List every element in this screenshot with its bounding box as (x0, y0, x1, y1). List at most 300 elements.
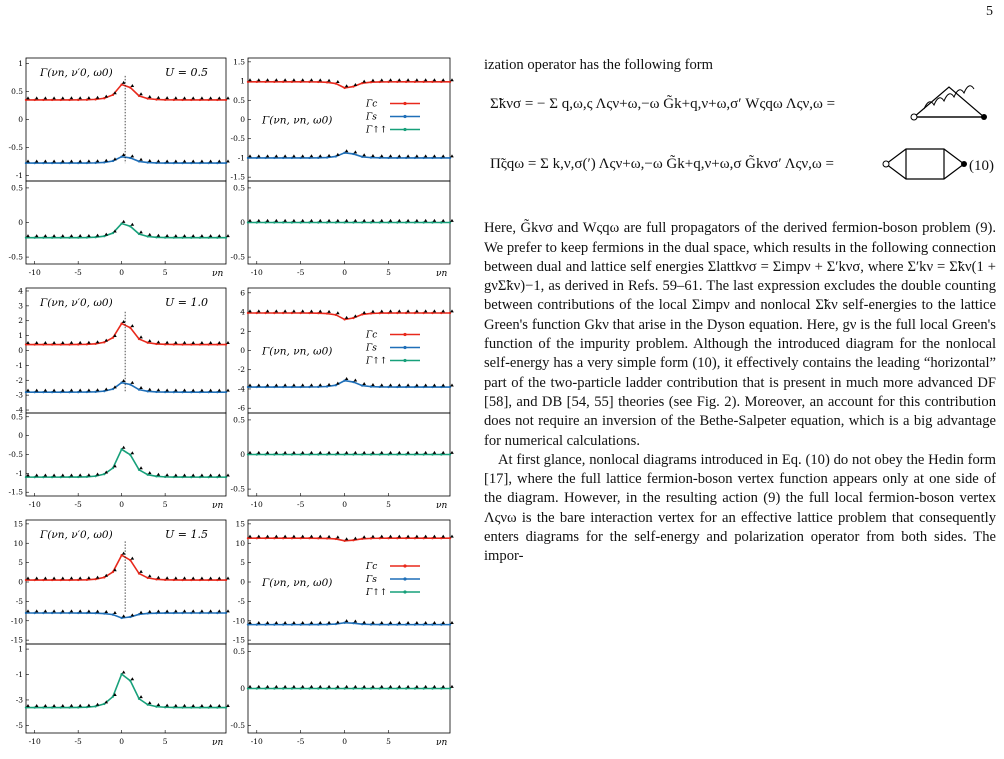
eq1-rhs: Λςν+ω,−ω G̃k+q,ν+ω,σ′ Wςqω Λςν,ω = (595, 96, 836, 113)
gamma-uu-diag-ref-marker (283, 219, 287, 222)
gamma-uu-ref-marker (87, 473, 91, 476)
gamma-uu-ref-marker (61, 704, 65, 707)
gamma-s-ref-marker (165, 159, 169, 162)
x-tick-label: 0 (119, 268, 125, 277)
x-tick-label: -5 (297, 268, 305, 277)
gamma-uu-diag-ref-marker (362, 685, 366, 688)
gamma-s-diag-ref-marker (310, 154, 314, 157)
gamma-c-ref-marker (226, 96, 230, 99)
gamma-uu-ref-marker (96, 703, 100, 706)
gamma-uu-diag-ref-marker (354, 451, 358, 454)
gamma-s-ref-marker (70, 389, 74, 392)
y-tick-label: -3 (15, 695, 23, 705)
gamma-s-ref-marker (139, 158, 143, 161)
gamma-c-diag-ref-marker (292, 535, 296, 538)
gamma-c-diag-ref-marker (415, 78, 419, 81)
gamma-s-ref-marker (44, 609, 48, 612)
gamma-c-diag-ref-marker (433, 309, 437, 312)
gamma-c-diag-ref-marker (398, 309, 402, 312)
gamma-c-ref-marker (96, 340, 100, 343)
y-tick-label: -1.5 (230, 172, 245, 182)
gamma-s-ref-marker (104, 388, 108, 391)
gamma-c-ref-marker (26, 96, 30, 99)
legend-label-uu: Γ↑↑ (366, 588, 388, 598)
gamma-c-ref-marker (157, 340, 161, 343)
gamma-s-diag-ref-marker (266, 621, 270, 624)
gamma-c-ref-marker (200, 96, 204, 99)
gamma-uu-line (26, 674, 226, 707)
paragraph-1: Here, G̃kνσ and Wςqω are full propagators of the derived fermion-boson problem (9). We prefer to keep fermions in the dual space, which results in the following connection between dual and lattice self energies Σlattkνσ = Σimpν + Σ′kνσ, where Σ′kν = Σ̃kν(1 + gνΣ̃kν)−1, as derived in Refs. 59–61. The last expression excludes the double counting between contributions of the local Σimpν and nonlocal Σ̃kν self-energies to the lattice Green's function Gkν that arise in the Dyson equation. Here, gν is the full local Green's function of the impurity problem. Although the introduced diagram for the nonlocal self-energy has a very simple form (10), it effectively contains the leading “horizontal” part of the two-particle ladder contribution that is present in much more advanced DF [58], and DB [54, 55] theories (see Fig. 2). Moreover, an account for this contribution does not require an inversion of the Bethe-Salpeter equation, which is a big advantage for numerical calculations. (484, 220, 996, 449)
gamma-uu-diag-ref-marker (275, 685, 279, 688)
gamma-s-ref-marker (226, 389, 230, 392)
gamma-s-diag-ref-marker (327, 383, 331, 386)
x-tick-label: -5 (297, 737, 305, 746)
gamma-c-diag-ref-marker (433, 535, 437, 538)
gamma-c-diag-ref-marker (327, 79, 331, 82)
x-tick-label: 5 (386, 268, 391, 277)
gamma-c-diag-ref-marker (371, 310, 375, 313)
y-tick-label: 0.5 (233, 95, 245, 105)
gamma-s-ref-marker (87, 609, 91, 612)
gamma-s-ref-marker (104, 159, 108, 162)
y-tick-label: 15 (235, 519, 245, 529)
gamma-c-line (26, 324, 226, 345)
gamma-uu-diag-ref-marker (318, 451, 322, 454)
gamma-c-ref-marker (35, 96, 39, 99)
legend-marker-uu (403, 128, 406, 131)
gamma-s-diag-ref-marker (424, 154, 428, 157)
x-tick-label: 5 (162, 500, 168, 509)
gamma-s-diag-ref-marker (301, 383, 305, 386)
y-tick-label: 0 (240, 450, 245, 459)
gamma-c-diag-ref-marker (450, 78, 454, 81)
gamma-c-ref-marker (61, 341, 65, 344)
gamma-c-diag-line (248, 313, 450, 319)
gamma-uu-diag-ref-marker (292, 219, 296, 222)
gamma-c-ref-marker (218, 96, 222, 99)
gamma-uu-diag-ref-marker (257, 219, 261, 222)
gamma-c-ref-marker (61, 96, 65, 99)
panel-label-left: Γ(νn, ν′0, ω0) (40, 67, 113, 79)
gamma-s-ref-marker (148, 159, 152, 162)
y-tick-label: 2 (18, 316, 23, 326)
gamma-c-ref-marker (131, 557, 135, 560)
gamma-c-diag-ref-marker (266, 78, 270, 81)
gamma-s-diag-ref-marker (433, 383, 437, 386)
gamma-uu-diag-ref-marker (398, 451, 402, 454)
gamma-s-diag-ref-marker (292, 621, 296, 624)
gamma-uu-diag-ref-marker (450, 685, 454, 688)
gamma-s-ref-marker (52, 160, 56, 163)
gamma-uu-diag-ref-marker (257, 685, 261, 688)
x-axis-label: νn (436, 269, 448, 279)
y-tick-label: 5 (18, 558, 23, 568)
gamma-c-ref-marker (131, 324, 135, 327)
y-tick-label: -15 (10, 635, 23, 645)
gamma-s-ref-marker (61, 160, 65, 163)
y-tick-label: 3 (18, 301, 23, 311)
gamma-c-diag-ref-marker (450, 535, 454, 538)
gamma-uu-diag-ref-marker (292, 685, 296, 688)
y-tick-label: -1 (237, 153, 245, 163)
gamma-c-diag-ref-marker (450, 309, 454, 312)
gamma-uu-diag-ref-marker (450, 219, 454, 222)
gamma-s-diag-ref-marker (389, 154, 393, 157)
gamma-uu-ref-marker (139, 230, 143, 233)
y-tick-label: 0.5 (233, 415, 245, 425)
gamma-uu-diag-ref-marker (362, 219, 366, 222)
gamma-s-ref-marker (26, 389, 30, 392)
gamma-uu-ref-marker (200, 704, 204, 707)
gamma-c-ref-marker (70, 341, 74, 344)
gamma-c-diag-ref-marker (266, 309, 270, 312)
gamma-uu-ref-marker (165, 473, 169, 476)
y-tick-label: 0 (240, 577, 245, 587)
gamma-uu-ref-marker (52, 704, 56, 707)
gamma-c-diag-ref-marker (301, 78, 305, 81)
y-tick-label: 1 (18, 331, 23, 341)
gamma-c-ref-marker (52, 96, 56, 99)
gamma-uu-ref-marker (183, 234, 187, 237)
gamma-uu-diag-ref-marker (301, 451, 305, 454)
gamma-s-diag-ref-marker (301, 154, 305, 157)
gamma-c-ref-marker (96, 96, 100, 99)
gamma-s-ref-marker (44, 389, 48, 392)
gamma-s-ref-marker (96, 388, 100, 391)
x-tick-label: -10 (250, 500, 263, 509)
gamma-uu-diag-ref-marker (336, 685, 340, 688)
eq1-sum: Σ q,ω,ς (549, 96, 593, 113)
gamma-s-diag-ref-marker (433, 621, 437, 624)
gamma-c-diag-ref-marker (362, 535, 366, 538)
gamma-uu-ref-marker (226, 474, 230, 477)
eq2-rhs: Λςν+ω,−ω G̃k+q,ν+ω,σ G̃kνσ′ Λςν,ω = (598, 156, 835, 173)
gamma-s-line (26, 157, 226, 163)
gamma-uu-ref-marker (61, 234, 65, 237)
y-tick-label: 5 (240, 558, 245, 568)
gamma-s-diag-ref-marker (318, 621, 322, 624)
y-tick-label: 0 (240, 115, 245, 124)
gamma-s-diag-ref-marker (266, 154, 270, 157)
gamma-s-diag-ref-marker (424, 383, 428, 386)
y-tick-label: -1 (15, 468, 23, 478)
gamma-s-diag-ref-marker (450, 383, 454, 386)
panel-label-left: Γ(νn, ν′0, ω0) (40, 297, 113, 309)
gamma-s-diag-ref-marker (362, 153, 366, 156)
gamma-uu-ref-marker (218, 474, 222, 477)
gamma-uu-diag-ref-marker (345, 685, 349, 688)
gamma-s-diag-ref-marker (345, 377, 349, 380)
gamma-uu-ref-marker (139, 695, 143, 698)
gamma-uu-diag-ref-marker (441, 451, 445, 454)
gamma-s-ref-marker (104, 610, 108, 613)
gamma-uu-ref-marker (209, 234, 213, 237)
gamma-s-diag-ref-marker (345, 149, 349, 152)
gamma-s-diag-ref-marker (310, 383, 314, 386)
legend-marker-s (403, 577, 406, 580)
y-tick-label: -5 (15, 720, 23, 730)
legend-marker-c (403, 102, 406, 105)
x-axis-label: νn (212, 269, 224, 279)
gamma-c-ref-marker (165, 341, 169, 344)
legend-label-uu: Γ↑↑ (366, 356, 388, 367)
legend-marker-c (403, 333, 406, 336)
gamma-s-diag-ref-marker (248, 621, 252, 624)
gamma-c-ref-marker (35, 341, 39, 344)
legend-marker-uu (403, 590, 406, 593)
gamma-c-diag-ref-marker (283, 535, 287, 538)
gamma-c-diag-ref-marker (380, 535, 384, 538)
x-tick-label: 0 (342, 268, 347, 277)
gamma-s-ref-marker (35, 609, 39, 612)
gamma-s-diag-ref-marker (266, 383, 270, 386)
gamma-c-ref-marker (200, 341, 204, 344)
gamma-c-ref-marker (191, 96, 195, 99)
gamma-uu-diag-ref-marker (345, 219, 349, 222)
x-axis-label: νn (436, 738, 448, 748)
gamma-s-diag-ref-marker (257, 154, 261, 157)
gamma-c-ref-marker (139, 335, 143, 338)
gamma-s-diag-ref-marker (257, 383, 261, 386)
gamma-s-diag-ref-marker (257, 621, 261, 624)
gamma-uu-ref-marker (26, 234, 30, 237)
gamma-c-ref-marker (52, 576, 56, 579)
gamma-uu-diag-ref-marker (371, 685, 375, 688)
gamma-s-diag-ref-marker (301, 621, 305, 624)
gamma-c-diag-ref-marker (318, 535, 322, 538)
gamma-uu-ref-marker (52, 474, 56, 477)
gamma-uu-ref-marker (70, 704, 74, 707)
gamma-c-diag-ref-marker (424, 78, 428, 81)
y-tick-label: 1 (240, 76, 245, 86)
gamma-uu-diag-ref-marker (310, 685, 314, 688)
equation-polarization (490, 155, 834, 174)
y-tick-label: 0.5 (233, 646, 245, 656)
gamma-c-ref-marker (218, 341, 222, 344)
gamma-s-ref-marker (183, 609, 187, 612)
y-tick-label: -1 (15, 170, 23, 180)
gamma-uu-diag-ref-marker (371, 219, 375, 222)
y-tick-label: -4 (15, 405, 23, 415)
gamma-s-diag-ref-marker (362, 382, 366, 385)
gamma-c-diag-ref-marker (424, 535, 428, 538)
gamma-s-diag-ref-marker (362, 621, 366, 624)
panel-frame-bottom (26, 181, 226, 264)
gamma-s-diag-ref-marker (371, 154, 375, 157)
page-number: 5 (986, 4, 993, 19)
gamma-s-diag-ref-marker (433, 154, 437, 157)
gamma-s-diag-ref-marker (248, 154, 252, 157)
gamma-s-ref-marker (87, 388, 91, 391)
gamma-c-ref-marker (26, 576, 30, 579)
gamma-c-diag-line (248, 538, 450, 541)
gamma-c-diag-ref-marker (318, 310, 322, 313)
gamma-uu-diag-ref-marker (389, 219, 393, 222)
gamma-s-diag-ref-marker (354, 378, 358, 381)
gamma-s-diag-ref-marker (327, 621, 331, 624)
gamma-s-ref-marker (157, 610, 161, 613)
gamma-c-diag-ref-marker (310, 309, 314, 312)
x-tick-label: 0 (342, 737, 347, 746)
gamma-c-diag-ref-marker (406, 309, 410, 312)
gamma-uu-diag-ref-marker (327, 451, 331, 454)
gamma-c-diag-ref-marker (275, 78, 279, 81)
gamma-uu-ref-marker (165, 704, 169, 707)
gamma-uu-ref-marker (44, 474, 48, 477)
gamma-uu-diag-ref-marker (310, 219, 314, 222)
gamma-c-ref-marker (139, 570, 143, 573)
gamma-uu-diag-ref-marker (424, 219, 428, 222)
gamma-uu-diag-ref-marker (248, 219, 252, 222)
gamma-c-diag-ref-marker (292, 309, 296, 312)
gamma-c-diag-ref-marker (441, 309, 445, 312)
gamma-uu-diag-ref-marker (424, 685, 428, 688)
gamma-c-ref-marker (70, 96, 74, 99)
gamma-s-ref-marker (218, 609, 222, 612)
gamma-s-ref-marker (157, 388, 161, 391)
x-tick-label: -10 (28, 500, 41, 509)
gamma-uu-diag-ref-marker (389, 685, 393, 688)
gamma-uu-diag-ref-marker (441, 685, 445, 688)
gamma-c-ref-marker (226, 341, 230, 344)
gamma-s-diag-ref-marker (389, 621, 393, 624)
text-column (484, 56, 996, 567)
y-tick-label: -6 (237, 403, 245, 413)
gamma-uu-diag-ref-marker (433, 685, 437, 688)
x-tick-label: 5 (386, 500, 391, 509)
gamma-uu-ref-marker (131, 223, 135, 226)
y-tick-label: 4 (18, 286, 23, 296)
gamma-uu-diag-ref-marker (433, 451, 437, 454)
y-tick-label: 0 (18, 218, 23, 227)
legend-marker-s (403, 346, 406, 349)
gamma-c-ref-marker (44, 341, 48, 344)
gamma-s-diag-ref-marker (398, 383, 402, 386)
gamma-c-ref-marker (191, 341, 195, 344)
gamma-c-ref-marker (44, 576, 48, 579)
gamma-s-diag-ref-marker (406, 383, 410, 386)
gamma-s-ref-marker (78, 609, 82, 612)
gamma-uu-ref-marker (44, 234, 48, 237)
gamma-c-ref-marker (165, 96, 169, 99)
gamma-uu-diag-ref-marker (406, 685, 410, 688)
gamma-uu-ref-marker (122, 220, 126, 223)
y-tick-label: 0 (240, 218, 245, 227)
gamma-s-ref-marker (26, 609, 30, 612)
gamma-uu-ref-marker (209, 704, 213, 707)
y-tick-label: 10 (13, 538, 23, 548)
gamma-s-diag-ref-marker (354, 620, 358, 623)
gamma-s-ref-marker (44, 160, 48, 163)
gamma-c-ref-marker (183, 341, 187, 344)
gamma-c-diag-ref-marker (318, 78, 322, 81)
gamma-s-ref-marker (96, 159, 100, 162)
gamma-s-diag-ref-marker (380, 154, 384, 157)
gamma-c-diag-ref-marker (336, 80, 340, 83)
gamma-uu-ref-marker (174, 473, 178, 476)
gamma-c-diag-ref-marker (336, 535, 340, 538)
gamma-uu-diag-ref-marker (380, 451, 384, 454)
gamma-uu-diag-ref-marker (389, 451, 393, 454)
gamma-uu-ref-marker (61, 474, 65, 477)
panel-frame-bottom (26, 644, 226, 733)
gamma-s-diag-ref-marker (450, 154, 454, 157)
gamma-c-diag-ref-marker (362, 80, 366, 83)
x-tick-label: -5 (297, 500, 305, 509)
gamma-c-diag-ref-marker (380, 78, 384, 81)
gamma-uu-ref-marker (78, 704, 82, 707)
legend-label-s: Γs (366, 112, 377, 123)
y-tick-label: -0.5 (8, 252, 23, 262)
u-label: U = 0.5 (165, 66, 208, 79)
gamma-c-diag-ref-marker (301, 309, 305, 312)
panel-frame-bottom (26, 413, 226, 496)
gamma-uu-ref-marker (191, 704, 195, 707)
gamma-s-ref-marker (209, 389, 213, 392)
y-tick-label: 15 (13, 519, 23, 529)
gamma-c-diag-ref-marker (371, 535, 375, 538)
gamma-uu-ref-marker (218, 234, 222, 237)
gamma-uu-ref-marker (226, 234, 230, 237)
gamma-uu-ref-marker (87, 234, 91, 237)
gamma-s-diag-ref-marker (318, 383, 322, 386)
gamma-uu-ref-marker (70, 474, 74, 477)
y-tick-label: 0.5 (11, 183, 23, 193)
gamma-s-ref-marker (200, 389, 204, 392)
gamma-uu-line (26, 224, 226, 238)
gamma-s-ref-marker (174, 609, 178, 612)
gamma-s-diag-ref-marker (248, 383, 252, 386)
gamma-c-diag-ref-marker (336, 311, 340, 314)
gamma-uu-ref-marker (52, 234, 56, 237)
x-tick-label: 0 (119, 737, 125, 746)
y-tick-label: 0 (240, 346, 245, 355)
eq2-sum: Σ k,ν,σ(′) (540, 156, 596, 173)
polarization-diagram (880, 141, 970, 187)
gamma-c-diag-ref-marker (248, 309, 252, 312)
gamma-c-diag-ref-marker (248, 78, 252, 81)
gamma-uu-ref-marker (183, 474, 187, 477)
y-tick-label: -10 (232, 616, 245, 626)
gamma-uu-ref-marker (131, 677, 135, 680)
gamma-s-ref-marker (191, 609, 195, 612)
gamma-uu-ref-marker (200, 474, 204, 477)
gamma-s-ref-marker (26, 160, 30, 163)
gamma-c-diag-line (248, 82, 450, 88)
gamma-s-diag-ref-marker (441, 621, 445, 624)
gamma-c-diag-ref-marker (292, 78, 296, 81)
gamma-c-diag-ref-marker (310, 78, 314, 81)
gamma-s-ref-marker (200, 609, 204, 612)
gamma-uu-diag-ref-marker (336, 219, 340, 222)
gamma-c-diag-ref-marker (406, 78, 410, 81)
gamma-uu-ref-marker (96, 473, 100, 476)
gamma-uu-ref-marker (122, 671, 126, 674)
gamma-s-ref-marker (52, 609, 56, 612)
y-tick-label: 0 (240, 684, 245, 693)
y-tick-label: -5 (237, 596, 245, 606)
gamma-c-diag-ref-marker (354, 537, 358, 540)
gamma-c-ref-marker (148, 574, 152, 577)
gamma-s-ref-marker (148, 388, 152, 391)
gamma-c-diag-ref-marker (380, 310, 384, 313)
gamma-uu-ref-marker (139, 466, 143, 469)
gamma-c-ref-marker (157, 96, 161, 99)
gamma-c-ref-marker (209, 96, 213, 99)
x-tick-label: -10 (250, 268, 263, 277)
gamma-uu-ref-marker (157, 473, 161, 476)
y-tick-label: 2 (240, 326, 245, 336)
